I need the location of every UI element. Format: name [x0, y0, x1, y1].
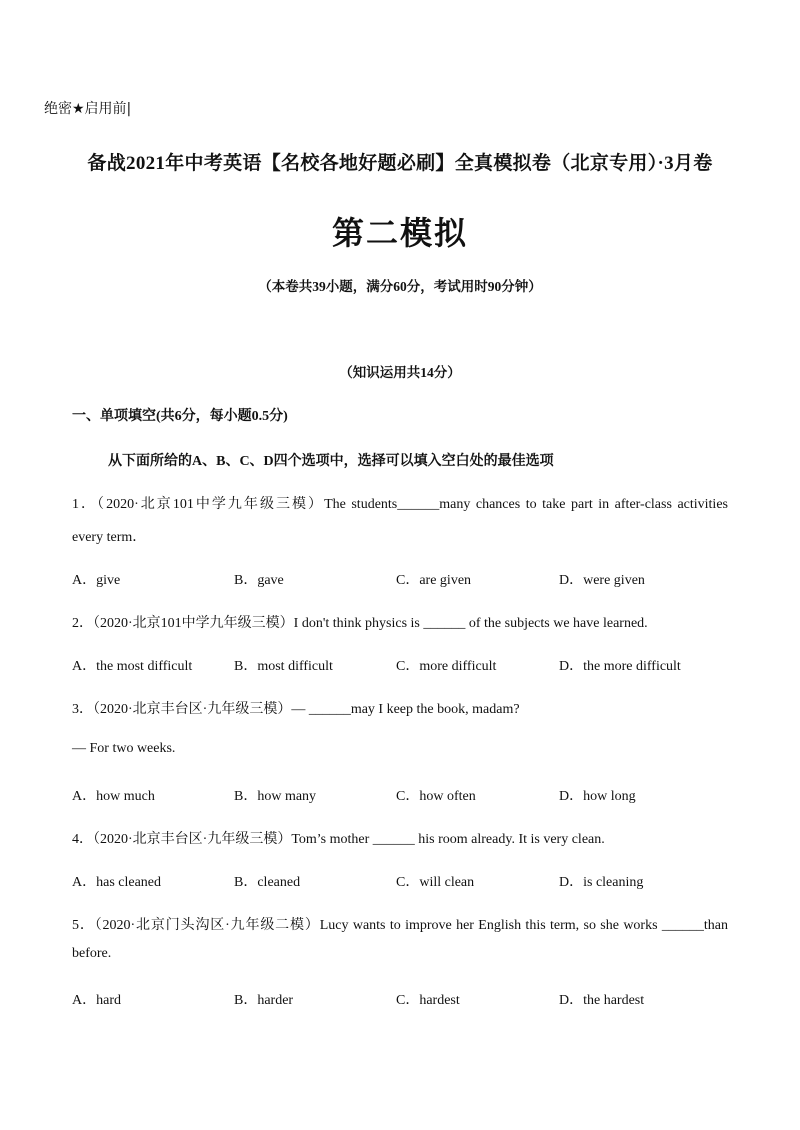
question-2-option-a: A．the most difficult	[72, 659, 193, 674]
question-3-option-c: C．how often	[396, 789, 476, 804]
exam-series-title: 备战2021年中考英语【名校各地好题必刷】全真模拟卷（北京专用）·3月卷	[87, 153, 713, 174]
question-2-option-d: D．the more difficult	[559, 659, 681, 674]
question-3-stem-continued: — For two weeks.	[72, 741, 176, 756]
question-4-option-c: C．will clean	[396, 875, 475, 890]
question-2-option-c: C．more difficult	[396, 659, 497, 674]
question-3-option-d: D．how long	[559, 789, 636, 804]
question-5-option-b: B．harder	[234, 993, 294, 1008]
question-5-option-c: C．hardest	[396, 993, 460, 1008]
confidential-mark: 绝密★启用前|	[44, 101, 132, 117]
page-title: 第二模拟	[331, 214, 468, 252]
section-instruction: 从下面所给的A、B、C、D四个选项中，选择可以填入空白处的最佳选项	[108, 454, 554, 469]
question-1-option-a: A．give	[72, 573, 121, 588]
question-5-stem-continued: before.	[72, 946, 112, 961]
exam-info-note: （本卷共39小题，满分60分，考试用时90分钟）	[258, 279, 542, 294]
question-1-stem: 1．（2020·北京101中学九年级三模）The students______many chances to take part in after-class activities	[72, 497, 728, 512]
question-3-stem: 3．（2020·北京丰台区·九年级三模）— ______may I keep the book, madam?	[72, 702, 520, 717]
question-3-option-a: A．how much	[72, 789, 155, 804]
question-4-option-d: D．is cleaning	[559, 875, 644, 890]
question-5-option-a: A．hard	[72, 993, 121, 1008]
section-heading: 一、单项填空(共6分，每小题0.5分)	[72, 409, 288, 424]
question-4-stem: 4．（2020·北京丰台区·九年级三模）Tom’s mother ______ his room already. It is very clean.	[72, 832, 605, 847]
question-5-option-d: D．the hardest	[559, 993, 645, 1008]
question-3-option-b: B．how many	[234, 789, 317, 804]
question-1-stem-continued: every term．	[72, 530, 147, 545]
section-note: （知识运用共14分）	[339, 365, 461, 380]
question-4-option-a: A．has cleaned	[72, 875, 162, 890]
question-4-option-b: B．cleaned	[234, 875, 301, 890]
question-2-option-b: B．most difficult	[234, 659, 333, 674]
question-1-option-d: D．were given	[559, 573, 645, 588]
question-1-option-b: B．gave	[234, 573, 284, 588]
question-5-stem: 5．（2020·北京门头沟区·九年级二模）Lucy wants to improve her English this term, so she works ______than	[72, 918, 728, 933]
question-2-stem: 2．（2020·北京101中学九年级三模）I don't think physics is ______ of the subjects we have learned.	[72, 616, 648, 631]
question-1-option-c: C．are given	[396, 573, 472, 588]
